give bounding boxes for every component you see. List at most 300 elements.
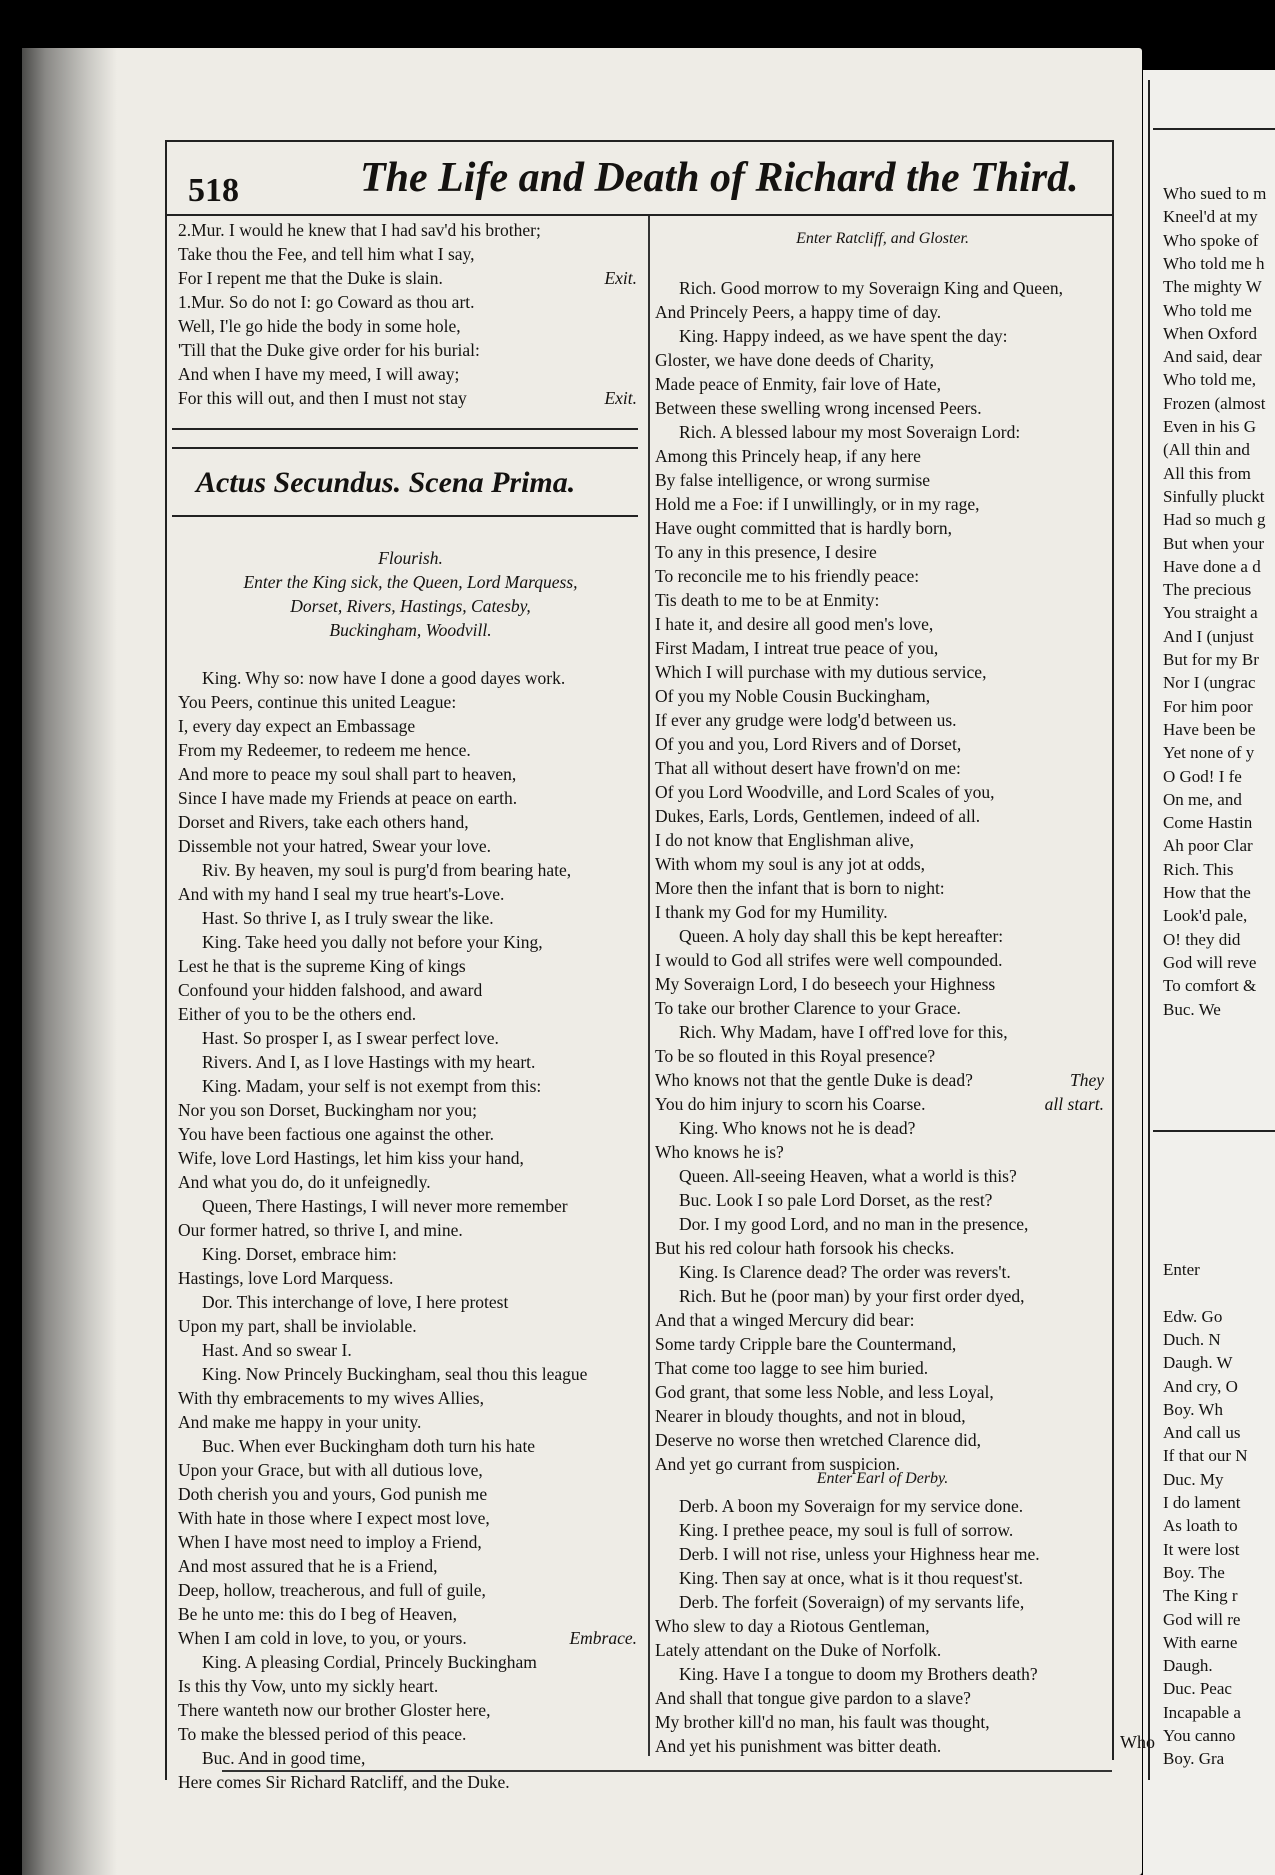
opposite-top-rule [1153,128,1275,130]
line-text: Hast. And so swear I. [202,1340,352,1360]
stage-direction-derby: Enter Earl of Derby. [816,1470,949,1487]
stage-direction-entrance [178,546,643,642]
text-line [655,684,1110,708]
line-text: 2.Mur. I would he knew that I had sav'd his brother; [178,220,541,240]
line-text: Deserve no worse then wretched Clarence did, [655,1430,982,1450]
line-text: Since I have made my Friends at peace on earth. [178,788,518,808]
stage-direction-line: Enter the King sick, the Queen, Lord Marquess, [243,572,578,592]
line-text: Which I will purchase with my dutious service, [655,662,987,682]
text-line [655,996,1110,1020]
opposite-line: And I (unjust [1163,626,1254,646]
opposite-line: God will re [1163,1609,1241,1629]
text-line [178,290,643,314]
marginal-stage-direction: Exit. [604,268,637,288]
line-text: Rich. A blessed labour my most Soveraign Lord: [679,422,1021,442]
line-text: To take our brother Clarence to your Grace. [655,998,961,1018]
line-text: King. Why so: now have I done a good dayes work. [202,668,566,688]
text-line [178,242,643,266]
line-text: And yet go currant from suspicion. [655,1454,900,1474]
text-line [178,1698,643,1722]
line-text: Dukes, Earls, Lords, Gentlemen, indeed of all. [655,806,981,826]
line-text: To make the blessed period of this peace. [178,1724,467,1744]
line-text: And what you do, do it unfeignedly. [178,1172,431,1192]
line-text: With thy embracements to my wives Allies, [178,1388,484,1408]
line-text: Is this thy Vow, unto my sickly heart. [178,1676,439,1696]
text-line [178,362,643,386]
text-line [655,588,1110,612]
line-text: That come too lagge to see him buried. [655,1358,929,1378]
opposite-line: With earne [1163,1632,1238,1652]
line-text: Buc. And in good time, [202,1748,366,1768]
text-line [178,762,643,786]
text-line [655,732,1110,756]
text-line [655,852,1110,876]
text-line [655,612,1110,636]
line-text: Rivers. And I, as I love Hastings with my heart. [202,1052,536,1072]
text-line [655,1044,1110,1068]
header-top-rule [165,140,1113,142]
opposite-line: And call us [1163,1423,1241,1443]
stage-direction-line: Buckingham, Woodvill. [329,620,492,640]
text-line [655,948,1110,972]
line-text: Made peace of Enmity, fair love of Hate, [655,374,942,394]
text-line [655,780,1110,804]
text-line [655,828,1110,852]
text-line [655,396,1110,420]
text-line [178,1002,643,1026]
text-line [655,876,1110,900]
opposite-column-rule [1148,80,1150,1780]
text-line [178,218,643,242]
line-text: Upon my part, shall be inviolable. [178,1316,417,1336]
line-text: You Peers, continue this united League: [178,692,457,712]
line-text: I do not know that Englishman alive, [655,830,915,850]
text-line [655,1566,1110,1590]
line-text: Of you and you, Lord Rivers and of Dorset, [655,734,962,754]
text-line [178,266,643,290]
opposite-line: If that our N [1163,1446,1248,1466]
opposite-line: Boy. Wh [1163,1399,1223,1419]
line-text: Rich. But he (poor man) by your first order dyed, [679,1286,1025,1306]
line-text: Of you Lord Woodville, and Lord Scales of you, [655,782,995,802]
line-text: Rich. Good morrow to my Soveraign King and Queen, [679,278,1063,298]
line-text: King. Is Clarence dead? The order was revers't. [679,1262,1011,1282]
text-line [655,1236,1110,1260]
left-column-dialogue [178,666,643,1794]
opposite-line: To comfort & [1163,976,1257,996]
opposite-line: Edw. Go [1163,1306,1223,1326]
line-text: I hate it, and desire all good men's love, [655,614,934,634]
opposite-line: And said, dear [1163,347,1262,367]
text-line [178,1266,643,1290]
opposite-line: Duch. N [1163,1329,1221,1349]
marginal-stage-direction: Embrace. [569,1628,637,1648]
line-text: Confound your hidden falshood, and award [178,980,483,1000]
line-text: King. Happy indeed, as we have spent the day: [679,326,1008,346]
text-line [655,444,1110,468]
text-line [178,1746,643,1770]
right-column-dialogue-2 [655,1494,1110,1758]
line-text: Queen. All-seeing Heaven, what a world is this? [679,1166,1017,1186]
line-text: Nearer in bloudy thoughts, and not in bloud, [655,1406,966,1426]
text-line [178,1674,643,1698]
line-text: And with my hand I seal my true heart's-Love. [178,884,505,904]
line-text: And Princely Peers, a happy time of day. [655,302,942,322]
text-line [655,1116,1110,1140]
opposite-line: The King r [1163,1586,1238,1606]
line-text: 1.Mur. So do not I: go Coward as thou art. [178,292,475,312]
line-text: I thank my God for my Humility. [655,902,888,922]
line-text: Derb. I will not rise, unless your Highness hear me. [679,1544,1040,1564]
opposite-line: Ah poor Clar [1163,836,1253,856]
opposite-line: Yet none of y [1163,743,1255,763]
text-line [178,1482,643,1506]
line-text: 'Till that the Duke give order for his burial: [178,340,480,360]
text-line [178,1170,643,1194]
text-line [655,1734,1110,1758]
text-line [178,1410,643,1434]
text-line [178,810,643,834]
line-text: To be so flouted in this Royal presence? [655,1046,936,1066]
opposite-line: Had so much g [1163,510,1266,530]
opposite-line: Even in his G [1163,417,1257,436]
text-line [178,858,643,882]
opposite-line: Frozen (almost [1163,393,1266,413]
scene-rule-3 [172,515,638,517]
text-line [178,1722,643,1746]
line-text: Who slew to day a Riotous Gentleman, [655,1616,930,1636]
opposite-line: The mighty W [1163,277,1262,297]
text-line [178,1458,643,1482]
line-text: That all without desert have frown'd on me: [655,758,961,778]
opposite-page-edge [1143,70,1275,1875]
opposite-line: Have been be [1163,719,1256,739]
opposite-line: Nor I (ungrac [1163,673,1256,693]
line-text: Dorset and Rivers, take each others hand, [178,812,469,832]
line-text: Hast. So thrive I, as I truly swear the like. [202,908,494,928]
line-text: Upon your Grace, but with all dutious love, [178,1460,483,1480]
line-text: Tis death to me to be at Enmity: [655,590,880,610]
text-line [178,1554,643,1578]
text-line [655,1428,1110,1452]
opposite-line: Incapable a [1163,1702,1241,1722]
line-text: Wife, love Lord Hastings, let him kiss your hand, [178,1148,524,1168]
opposite-line: You canno [1163,1726,1236,1745]
opposite-line: Have done a d [1163,556,1261,576]
line-text: If ever any grudge were lodg'd between us. [655,710,957,730]
opposite-section-rule [1153,1130,1275,1132]
line-text: For I repent me that the Duke is slain. [178,268,443,288]
marginal-stage-direction: They [1069,1070,1104,1090]
line-text: Buc. When ever Buckingham doth turn his hate [202,1436,536,1456]
line-text: Doth cherish you and yours, God punish me [178,1484,488,1504]
opposite-line: Enter [1163,1260,1200,1279]
opposite-line: I do lament [1163,1493,1241,1512]
text-line [655,1284,1110,1308]
text-line [655,540,1110,564]
text-line [655,372,1110,396]
stage-direction-ratcliff: Enter Ratcliff, and Gloster. [796,230,969,247]
text-line [655,276,1110,300]
text-line [178,1530,643,1554]
opposite-line: Rich. This [1163,859,1234,879]
line-text: Here comes Sir Richard Ratcliff, and the Duke. [178,1772,510,1792]
text-line [178,1242,643,1266]
text-line [178,1290,643,1314]
line-text: My Soveraign Lord, I do beseech your Highness [655,974,996,994]
line-text: And shall that tongue give pardon to a slave? [655,1688,971,1708]
line-text: Derb. The forfeit (Soveraign) of my servants life, [679,1592,1025,1612]
opposite-line: On me, and [1163,789,1242,809]
scene-rule-2 [172,447,638,449]
line-text: From my Redeemer, to redeem me hence. [178,740,471,760]
line-text: Derb. A boon my Soveraign for my service done. [679,1496,1024,1516]
line-text: Between these swelling wrong incensed Peers. [655,398,982,418]
opposite-line: Who told me [1163,300,1252,320]
line-text: Who knows not that the gentle Duke is dead? [655,1070,973,1090]
text-line [178,1338,643,1362]
text-line [655,1686,1110,1710]
text-line [178,1146,643,1170]
text-line [655,1260,1110,1284]
opposite-line: Who sued to m [1163,184,1267,203]
text-line [655,420,1110,444]
text-line [655,564,1110,588]
text-line [178,1770,643,1794]
opposite-line: God will reve [1163,952,1257,972]
line-text: Queen, There Hastings, I will never more remember [202,1196,568,1216]
text-line [655,1662,1110,1686]
opposite-line: O! they did [1163,929,1241,949]
opposite-line: When Oxford [1163,323,1257,343]
line-text: Who knows he is? [655,1142,784,1162]
text-line [655,1140,1110,1164]
line-text: And when I have my meed, I will away; [178,364,460,384]
text-line [178,1026,643,1050]
text-line [655,516,1110,540]
line-text: With hate in those where I expect most love, [178,1508,490,1528]
line-text: Deep, hollow, treacherous, and full of guile, [178,1580,486,1600]
line-text: King. Madam, your self is not exempt from this: [202,1076,542,1096]
line-text: More then the infant that is born to night: [655,878,945,898]
frame-left-rule [165,140,167,1780]
running-title: The Life and Death of Richard the Third. [360,155,1079,201]
text-line [655,1710,1110,1734]
text-line [655,1332,1110,1356]
marginal-stage-direction: all start. [1044,1094,1104,1114]
line-text: Have ought committed that is hardly born, [655,518,952,538]
line-text: There wanteth now our brother Gloster here, [178,1700,491,1720]
line-text: King. Have I a tongue to doom my Brothers death? [679,1664,1038,1684]
stage-direction-line: Flourish. [378,548,443,568]
opposite-line: How that the [1163,883,1251,902]
text-line [178,1602,643,1626]
text-line [178,1122,643,1146]
line-text: King. A pleasing Cordial, Princely Buckingham [202,1652,537,1672]
text-line [655,468,1110,492]
opposite-line: But when your [1163,533,1265,553]
text-line [655,924,1110,948]
text-line [178,786,643,810]
text-line [655,1164,1110,1188]
text-line [178,1050,643,1074]
left-column-top [178,218,643,410]
line-text: Hast. So prosper I, as I swear perfect love. [202,1028,499,1048]
text-line [655,1404,1110,1428]
text-line [178,930,643,954]
line-text: Nor you son Dorset, Buckingham nor you; [178,1100,477,1120]
text-line [655,660,1110,684]
text-line [655,1542,1110,1566]
line-text: Buc. Look I so pale Lord Dorset, as the rest? [679,1190,993,1210]
text-line [178,1386,643,1410]
line-text: Hastings, love Lord Marquess. [178,1268,394,1288]
line-text: To reconcile me to his friendly peace: [655,566,920,586]
line-text: Dissemble not your hatred, Swear your love. [178,836,491,856]
line-text: And more to peace my soul shall part to heaven, [178,764,517,784]
text-line [655,1614,1110,1638]
opposite-line: It were lost [1163,1539,1240,1559]
line-text: Be he unto me: this do I beg of Heaven, [178,1604,457,1624]
text-line [655,1308,1110,1332]
text-line [178,738,643,762]
text-line [655,1068,1110,1092]
opposite-line: All this from [1163,463,1251,483]
line-text: With whom my soul is any jot at odds, [655,854,926,874]
opposite-line: For him poor [1163,696,1253,716]
text-line [178,690,643,714]
text-line [655,324,1110,348]
opposite-line: Daugh. [1163,1656,1213,1676]
text-line [655,1188,1110,1212]
opposite-line: Daugh. W [1163,1353,1233,1373]
text-line [655,1092,1110,1116]
text-line [655,756,1110,780]
line-text: King. Now Princely Buckingham, seal thou this league [202,1364,588,1384]
line-text: To any in this presence, I desire [655,542,877,562]
text-line [178,1506,643,1530]
text-line [655,900,1110,924]
scene-rule-1 [172,428,638,430]
text-line [655,492,1110,516]
line-text: King. Dorset, embrace him: [202,1244,397,1264]
opposite-line: As loath to [1163,1516,1238,1536]
line-text: You do him injury to scorn his Coarse. [655,1094,926,1114]
line-text: Lately attendant on the Duke of Norfolk. [655,1640,942,1660]
text-line [655,804,1110,828]
opposite-line: Sinfully pluckt [1163,486,1265,506]
marginal-stage-direction: Exit. [604,388,637,408]
text-line [178,338,643,362]
opposite-line: Duc. Peac [1163,1679,1232,1699]
text-line [655,1020,1110,1044]
line-text: King. I prethee peace, my soul is full of sorrow. [679,1520,1014,1540]
opposite-line: Who told me h [1163,253,1265,273]
line-text: And that a winged Mercury did bear: [655,1310,915,1330]
line-text: Dor. I my good Lord, and no man in the presence, [679,1214,1029,1234]
line-text: Of you my Noble Cousin Buckingham, [655,686,931,706]
line-text: Riv. By heaven, my soul is purg'd from bearing hate, [202,860,572,880]
opposite-line: But for my Br [1163,650,1259,669]
text-line [655,1518,1110,1542]
opposite-line: Who told me, [1163,370,1257,390]
text-line [178,834,643,858]
text-line [655,972,1110,996]
line-text: Well, I'le go hide the body in some hole, [178,316,461,336]
text-line [178,978,643,1002]
text-line [178,882,643,906]
text-line [178,314,643,338]
frame-right-rule [1112,140,1114,1760]
line-text: Lest he that is the supreme King of kings [178,956,466,976]
text-line [655,1212,1110,1236]
line-text: And most assured that he is a Friend, [178,1556,438,1576]
text-line [178,906,643,930]
text-line [178,1194,643,1218]
line-text: And make me happy in your unity. [178,1412,422,1432]
line-text: I, every day expect an Embassage [178,716,416,736]
opposite-line: Look'd pale, [1163,906,1248,926]
opposite-line: Duc. My [1163,1469,1224,1489]
catchword: Who [1120,1732,1155,1752]
line-text: I would to God all strifes were well compounded. [655,950,1003,970]
page-number: 518 [188,172,239,209]
line-text: For this will out, and then I must not stay [178,388,467,408]
text-line [178,1626,643,1650]
text-line [655,1494,1110,1518]
opposite-line: Boy. The [1163,1562,1225,1582]
line-text: Gloster, we have done deeds of Charity, [655,350,935,370]
opposite-line: Who spoke of [1163,230,1259,250]
text-line [655,300,1110,324]
text-line [655,708,1110,732]
line-text: By false intelligence, or wrong surmise [655,470,931,490]
line-text: When I have most need to imploy a Friend, [178,1532,482,1552]
text-line [655,1638,1110,1662]
text-line [178,1218,643,1242]
line-text: King. Then say at once, what is it thou request'st. [679,1568,1024,1588]
act-heading: Actus Secundus. Scena Prima. [196,466,576,499]
opposite-line: And cry, O [1163,1376,1238,1396]
line-text: And yet his punishment was bitter death. [655,1736,942,1756]
line-text: Dor. This interchange of love, I here protest [202,1292,509,1312]
opposite-line: O God! I fe [1163,766,1242,786]
text-line [178,1074,643,1098]
opposite-line: (All thin and [1163,440,1250,460]
line-text: Queen. A holy day shall this be kept hereafter: [679,926,1004,946]
line-text: Among this Princely heap, if any here [655,446,921,466]
line-text: First Madam, I intreat true peace of you, [655,638,939,658]
line-text: God grant, that some less Noble, and less Loyal, [655,1382,994,1402]
opposite-line: Come Hastin [1163,813,1253,833]
text-line [655,636,1110,660]
text-line [655,1356,1110,1380]
text-line [178,1314,643,1338]
book-gutter-shadow [22,48,117,1875]
line-text: You have been factious one against the other. [178,1124,495,1144]
line-text: Some tardy Cripple bare the Countermand, [655,1334,957,1354]
opposite-line: Kneel'd at my [1163,207,1258,227]
text-line [655,348,1110,372]
opposite-line: You straight a [1163,603,1258,623]
line-text: But his red colour hath forsook his checks. [655,1238,955,1258]
line-text: When I am cold in love, to you, or yours. [178,1628,467,1648]
text-line [178,954,643,978]
text-line [178,1650,643,1674]
text-line [178,1362,643,1386]
text-line [178,666,643,690]
line-text: Hold me a Foe: if I unwillingly, or in my rage, [655,494,980,514]
